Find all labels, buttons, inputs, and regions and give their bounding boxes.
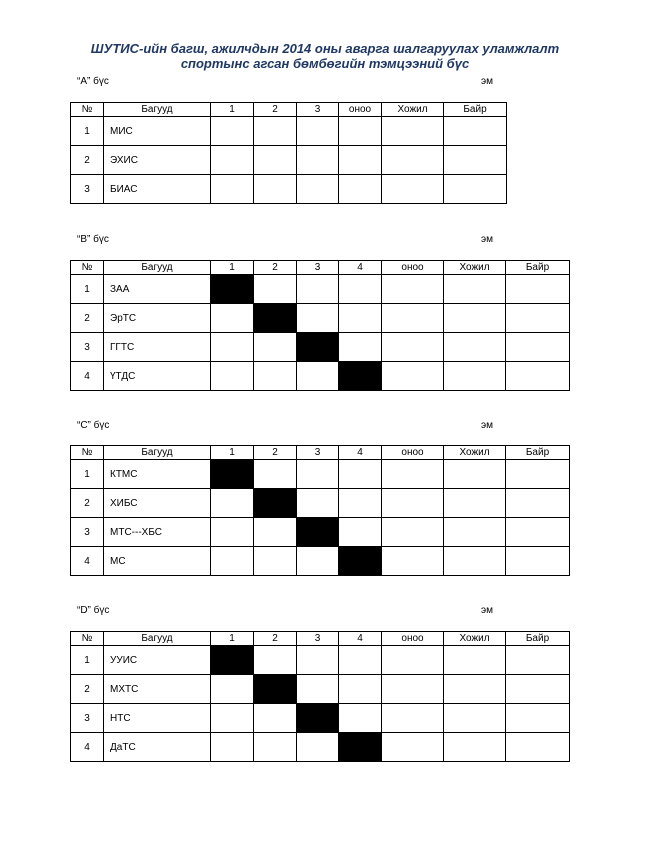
table-row	[71, 333, 570, 362]
wins-cell	[444, 646, 506, 675]
row-number: 1	[71, 117, 104, 146]
table-row	[71, 704, 570, 733]
score-cell	[254, 460, 297, 489]
score-cell	[339, 304, 382, 333]
score-cell	[211, 146, 254, 175]
score-cell	[339, 704, 382, 733]
table-row	[71, 146, 507, 175]
wins-cell	[444, 460, 506, 489]
row-number: 1	[71, 646, 104, 675]
table-row	[71, 489, 570, 518]
blocked-cell	[254, 489, 297, 518]
score-cell	[211, 333, 254, 362]
header-cell: Багууд	[104, 261, 211, 275]
team-name: УУИС	[104, 646, 211, 675]
score-cell	[254, 704, 297, 733]
score-cell	[339, 460, 382, 489]
header-cell: Хожил	[382, 103, 444, 117]
header-cell: 2	[254, 632, 297, 646]
score-cell	[297, 175, 339, 204]
document-title	[0, 41, 650, 71]
row-number: 3	[71, 518, 104, 547]
header-cell: 1	[211, 261, 254, 275]
wins-cell	[444, 733, 506, 762]
score-cell	[297, 117, 339, 146]
table-row	[71, 117, 507, 146]
header-cell: №	[71, 103, 104, 117]
score-cell	[211, 704, 254, 733]
title-line-2: спортынс агсан бөмбөгийн тэмцээний бүс	[180, 56, 470, 71]
points-cell	[382, 547, 444, 576]
group-c-table	[70, 445, 570, 576]
team-name: НТС	[104, 704, 211, 733]
place-cell	[506, 646, 570, 675]
place-cell	[506, 547, 570, 576]
place-cell	[506, 304, 570, 333]
score-cell	[254, 518, 297, 547]
group-b-table	[70, 260, 570, 391]
points-cell	[382, 733, 444, 762]
score-cell	[254, 117, 297, 146]
score-cell	[339, 646, 382, 675]
team-name: ГГТС	[104, 333, 211, 362]
group-a-label: “A” бүс	[77, 76, 109, 87]
header-cell: 2	[254, 103, 297, 117]
header-cell: 4	[339, 261, 382, 275]
wins-cell	[444, 489, 506, 518]
row-number: 3	[71, 704, 104, 733]
group-c-label: “C” бүс	[77, 420, 110, 431]
score-cell	[254, 646, 297, 675]
score-cell	[254, 175, 297, 204]
table-row	[71, 733, 570, 762]
place-cell	[506, 675, 570, 704]
score-cell	[297, 304, 339, 333]
points-cell	[382, 518, 444, 547]
score-cell	[254, 333, 297, 362]
header-cell: оноо	[339, 103, 382, 117]
header-cell: 3	[297, 446, 339, 460]
team-name: ЗАА	[104, 275, 211, 304]
blocked-cell	[339, 733, 382, 762]
table-row	[71, 304, 570, 333]
wins-cell	[444, 547, 506, 576]
row-number: 4	[71, 362, 104, 391]
score-cell	[339, 333, 382, 362]
header-cell: Байр	[506, 632, 570, 646]
blocked-cell	[297, 333, 339, 362]
score-cell	[254, 362, 297, 391]
group-c-em: эм	[481, 420, 493, 431]
row-number: 3	[71, 333, 104, 362]
score-cell	[211, 547, 254, 576]
row-number: 2	[71, 675, 104, 704]
header-cell: 1	[211, 103, 254, 117]
wins-cell	[444, 362, 506, 391]
group-d-table	[70, 631, 570, 762]
group-b-em: эм	[481, 234, 493, 245]
header-cell: 3	[297, 632, 339, 646]
header-cell: 1	[211, 446, 254, 460]
blocked-cell	[211, 275, 254, 304]
table-row	[71, 175, 507, 204]
header-cell: Багууд	[104, 632, 211, 646]
points-cell	[382, 460, 444, 489]
place-cell	[506, 275, 570, 304]
header-cell: Хожил	[444, 261, 506, 275]
blocked-cell	[339, 362, 382, 391]
team-name: МХТС	[104, 675, 211, 704]
group-a-table	[70, 102, 507, 204]
header-cell: Хожил	[444, 632, 506, 646]
place-cell	[506, 733, 570, 762]
points-cell	[382, 646, 444, 675]
points-cell	[382, 304, 444, 333]
header-cell: 3	[297, 261, 339, 275]
row-number: 2	[71, 304, 104, 333]
row-number: 1	[71, 275, 104, 304]
header-cell: №	[71, 261, 104, 275]
points-cell	[382, 333, 444, 362]
score-cell	[297, 547, 339, 576]
score-cell	[254, 146, 297, 175]
score-cell	[254, 733, 297, 762]
wins-cell	[444, 675, 506, 704]
table-header-row	[71, 103, 507, 117]
blocked-cell	[211, 460, 254, 489]
blocked-cell	[254, 675, 297, 704]
score-cell	[339, 518, 382, 547]
place-cell	[506, 362, 570, 391]
place-cell	[506, 333, 570, 362]
place-cell	[506, 489, 570, 518]
team-name: ҮТДС	[104, 362, 211, 391]
table-row	[71, 547, 570, 576]
row-number: 2	[71, 146, 104, 175]
table-row	[71, 275, 570, 304]
header-cell: №	[71, 632, 104, 646]
score-cell	[297, 460, 339, 489]
points-cell	[339, 117, 382, 146]
blocked-cell	[254, 304, 297, 333]
points-cell	[382, 275, 444, 304]
score-cell	[297, 362, 339, 391]
score-cell	[211, 675, 254, 704]
team-name: МС	[104, 547, 211, 576]
team-name: БИАС	[104, 175, 211, 204]
score-cell	[254, 275, 297, 304]
team-name: КТМС	[104, 460, 211, 489]
table-row	[71, 460, 570, 489]
header-cell: 1	[211, 632, 254, 646]
header-cell: 3	[297, 103, 339, 117]
score-cell	[211, 175, 254, 204]
table-row	[71, 646, 570, 675]
wins-cell	[444, 333, 506, 362]
score-cell	[211, 117, 254, 146]
place-cell	[444, 117, 507, 146]
score-cell	[297, 146, 339, 175]
table-row	[71, 362, 570, 391]
row-number: 1	[71, 460, 104, 489]
points-cell	[339, 146, 382, 175]
row-number: 3	[71, 175, 104, 204]
row-number: 4	[71, 547, 104, 576]
wins-cell	[382, 117, 444, 146]
header-cell: Багууд	[104, 446, 211, 460]
blocked-cell	[297, 704, 339, 733]
score-cell	[339, 275, 382, 304]
blocked-cell	[297, 518, 339, 547]
wins-cell	[382, 175, 444, 204]
score-cell	[254, 547, 297, 576]
group-a-em: эм	[481, 76, 493, 87]
header-cell: 4	[339, 446, 382, 460]
header-cell: №	[71, 446, 104, 460]
points-cell	[382, 362, 444, 391]
score-cell	[211, 362, 254, 391]
header-cell: Байр	[506, 261, 570, 275]
score-cell	[297, 646, 339, 675]
points-cell	[382, 704, 444, 733]
table-row	[71, 518, 570, 547]
place-cell	[506, 704, 570, 733]
title-line-1: ШУТИС-ийн багш, ажилчдын 2014 оны аварга шалгаруулах уламжлалт	[90, 41, 560, 56]
team-name: МТС---ХБС	[104, 518, 211, 547]
place-cell	[506, 460, 570, 489]
header-cell: оноо	[382, 632, 444, 646]
wins-cell	[444, 704, 506, 733]
group-d-em: эм	[481, 605, 493, 616]
score-cell	[211, 733, 254, 762]
points-cell	[382, 489, 444, 518]
table-row	[71, 675, 570, 704]
wins-cell	[444, 518, 506, 547]
row-number: 4	[71, 733, 104, 762]
wins-cell	[444, 304, 506, 333]
place-cell	[444, 175, 507, 204]
header-cell: 4	[339, 632, 382, 646]
team-name: МИС	[104, 117, 211, 146]
row-number: 2	[71, 489, 104, 518]
blocked-cell	[211, 646, 254, 675]
table-header-row	[71, 261, 570, 275]
score-cell	[339, 675, 382, 704]
header-cell: оноо	[382, 446, 444, 460]
score-cell	[297, 733, 339, 762]
header-cell: Хожил	[444, 446, 506, 460]
table-header-row	[71, 446, 570, 460]
blocked-cell	[339, 547, 382, 576]
place-cell	[444, 146, 507, 175]
group-b-label: “B” бүс	[77, 234, 109, 245]
header-cell: оноо	[382, 261, 444, 275]
header-cell: 2	[254, 261, 297, 275]
points-cell	[382, 675, 444, 704]
team-name: ДаТС	[104, 733, 211, 762]
points-cell	[339, 175, 382, 204]
header-cell: Байр	[506, 446, 570, 460]
place-cell	[506, 518, 570, 547]
team-name: ЭХИС	[104, 146, 211, 175]
score-cell	[211, 489, 254, 518]
table-header-row	[71, 632, 570, 646]
score-cell	[339, 489, 382, 518]
header-cell: Байр	[444, 103, 507, 117]
wins-cell	[382, 146, 444, 175]
team-name: ЭрТС	[104, 304, 211, 333]
score-cell	[211, 304, 254, 333]
score-cell	[211, 518, 254, 547]
score-cell	[297, 275, 339, 304]
wins-cell	[444, 275, 506, 304]
group-d-label: “D” бүс	[77, 605, 110, 616]
team-name: ХИБС	[104, 489, 211, 518]
score-cell	[297, 675, 339, 704]
header-cell: 2	[254, 446, 297, 460]
header-cell: Багууд	[104, 103, 211, 117]
score-cell	[297, 489, 339, 518]
